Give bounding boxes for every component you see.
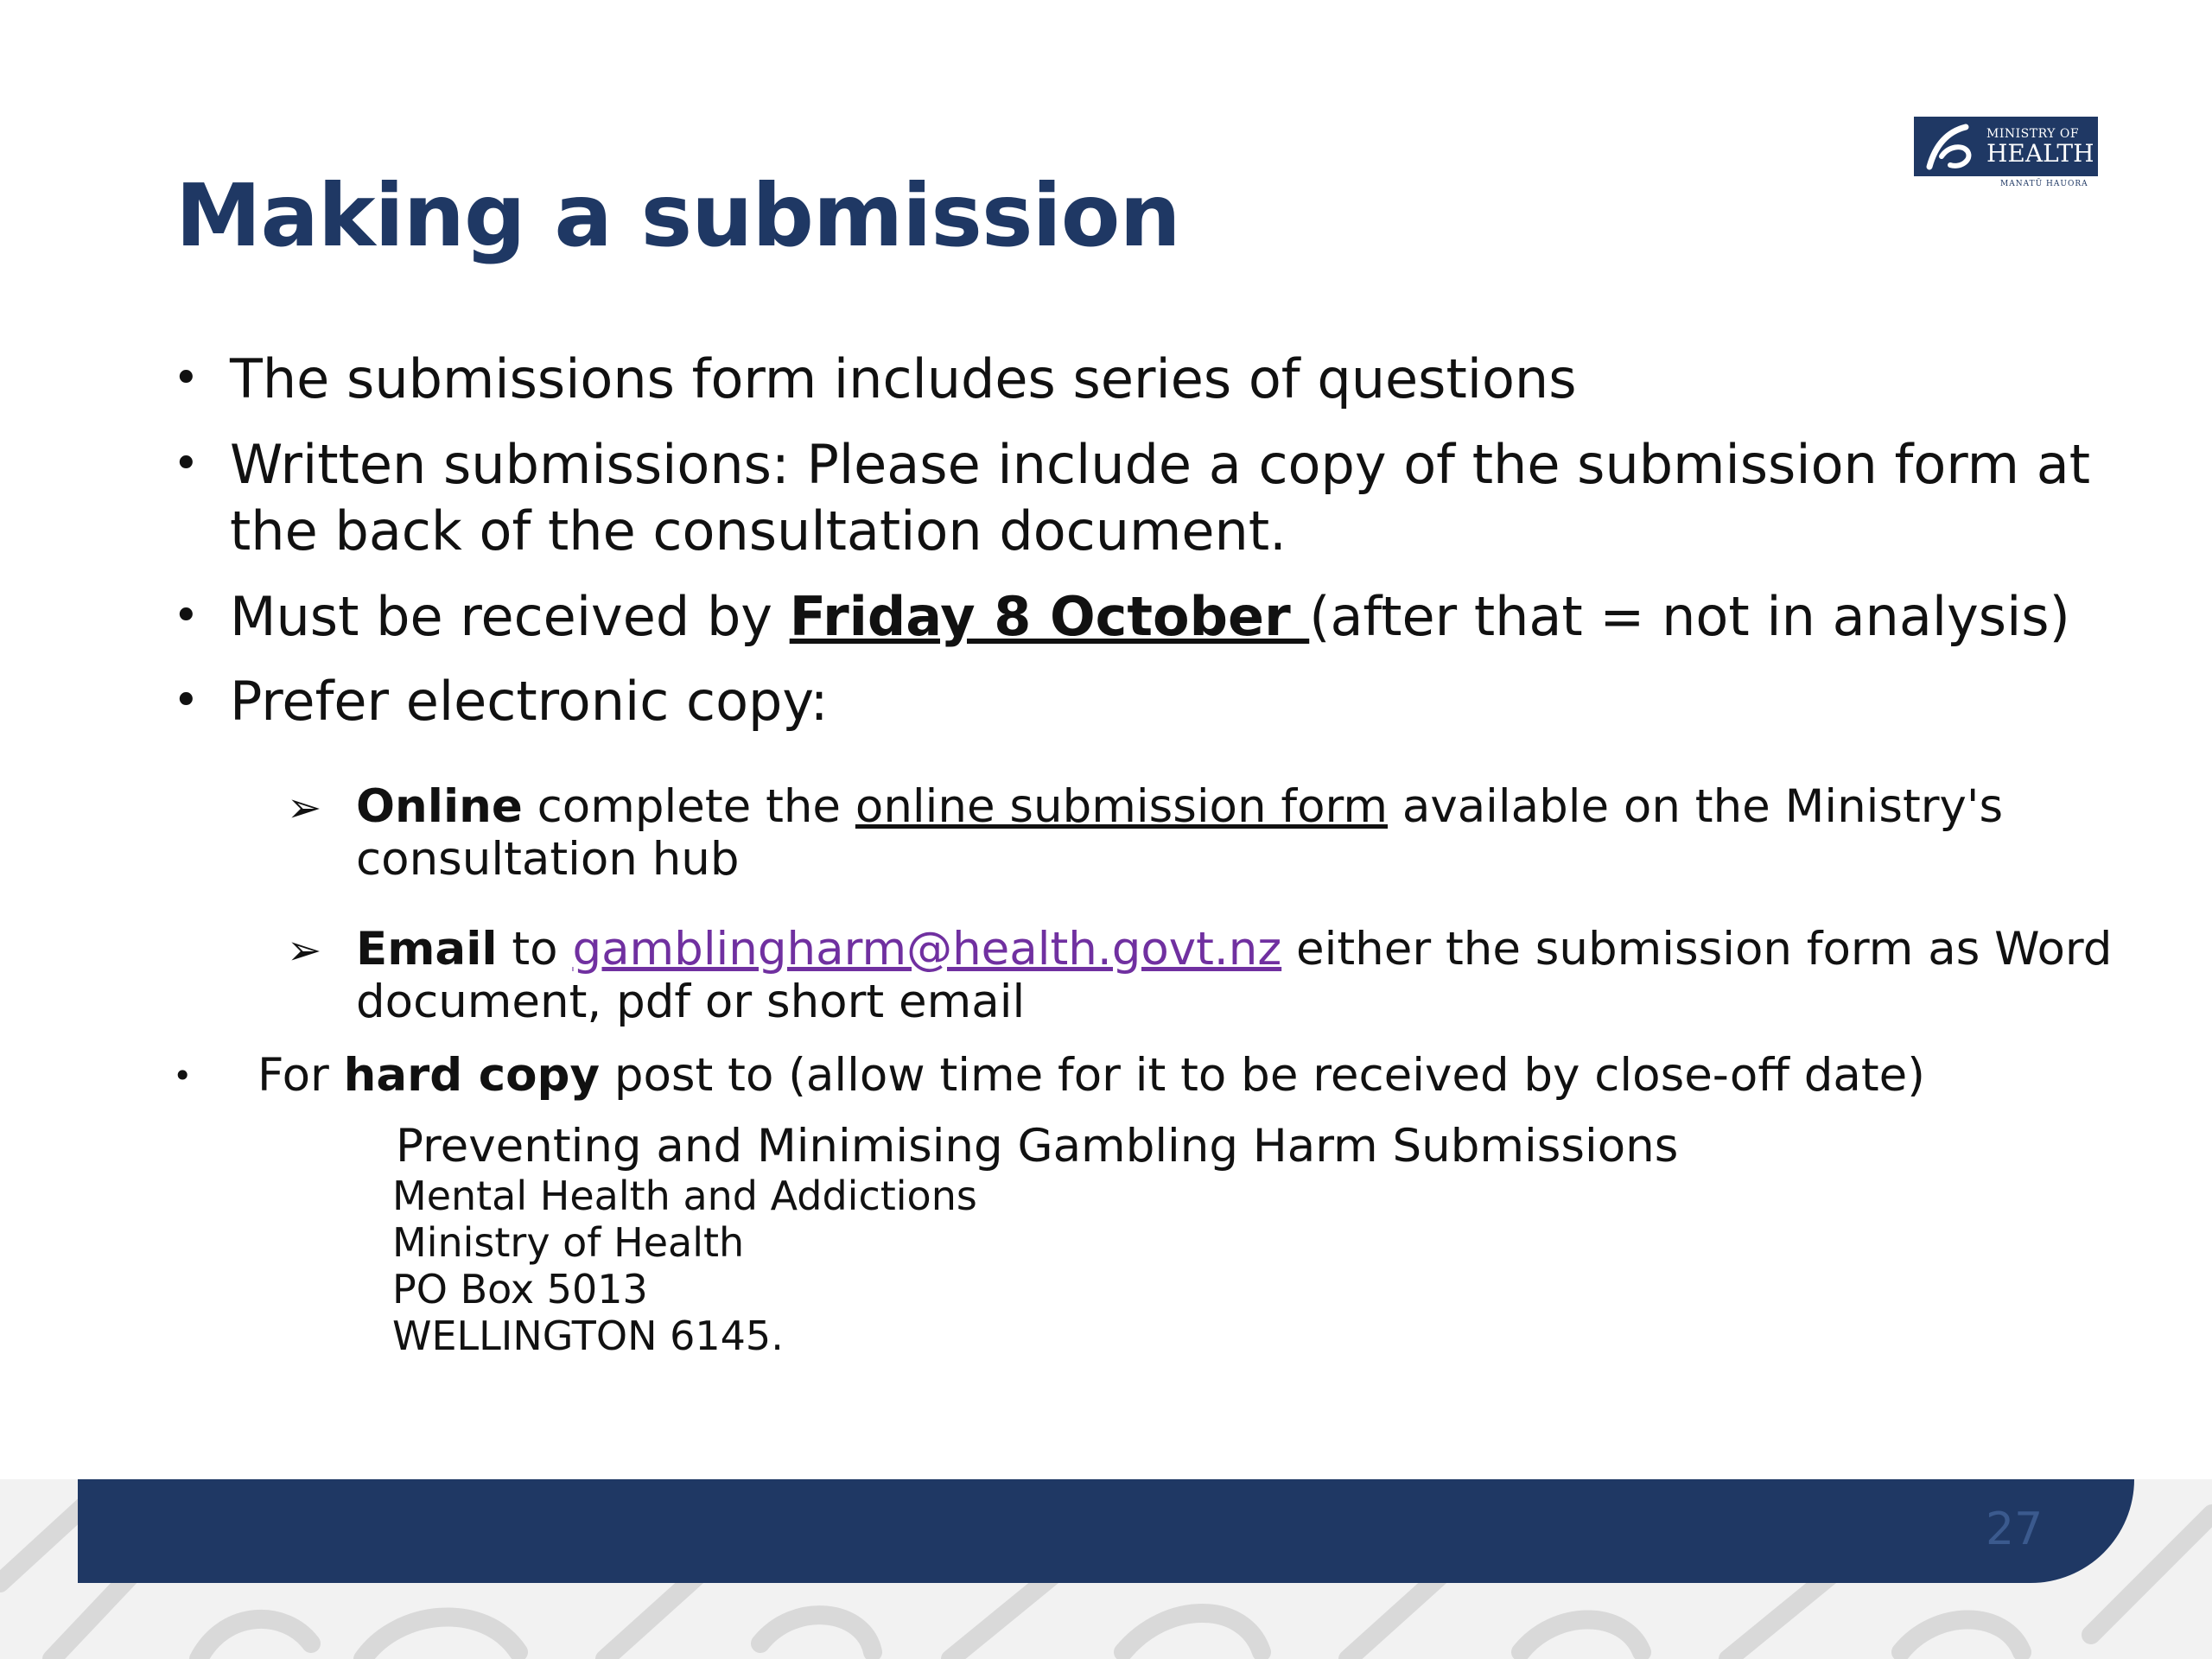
ministry-of-health-logo	[1914, 117, 2098, 194]
page-number: 27	[1986, 1503, 2044, 1555]
page-title: Making a submission	[175, 165, 1180, 266]
fern-icon	[1923, 122, 1981, 172]
bullet-text: The submissions form includes series of questions	[230, 347, 1577, 410]
address-line: Ministry of Health	[392, 1219, 745, 1266]
email-address-link[interactable]: gamblingharm@health.govt.nz	[572, 923, 1282, 976]
bullet-icon: •	[173, 590, 200, 642]
hard-copy-text	[257, 1048, 1925, 1103]
bullet-text: Written submissions: Please include a copy of the submission form at the back of the consultation document.	[230, 433, 2091, 563]
arrow-bullet-icon: ➢	[287, 926, 322, 975]
online-option	[287, 780, 2153, 886]
arrow-bullet-icon: ➢	[287, 784, 322, 832]
footer-bar	[78, 1479, 2134, 1583]
logo-line2: HEALTH	[1986, 139, 2094, 168]
bullet-text-pre: Must be received by	[230, 585, 790, 648]
logo-line1: MINISTRY OF	[1986, 127, 2080, 141]
logo-line3: MANATŪ HAUORA	[2000, 180, 2088, 188]
bullet-icon: •	[173, 353, 200, 404]
bullet-item	[173, 583, 2070, 650]
online-text-2: available on the Ministry's consultation hub	[356, 780, 2004, 886]
deadline-date: Friday 8 October	[789, 585, 1310, 648]
bullet-item	[173, 668, 828, 734]
address-title: Preventing and Minimising Gambling Harm Submissions	[396, 1120, 1679, 1173]
online-submission-form-link[interactable]: online submission form	[855, 780, 1388, 833]
bullet-item	[173, 431, 2131, 564]
bullet-icon: •	[173, 675, 200, 727]
hard-copy-post: post to (allow time for it to be received by close-off date)	[600, 1049, 1925, 1102]
address-line: PO Box 5013	[392, 1266, 648, 1313]
bullet-text-post: (after that = not in analysis)	[1309, 585, 2070, 648]
bullet-icon: •	[173, 1057, 193, 1095]
hard-copy-pre: For	[257, 1049, 344, 1102]
email-text-2: either the submission form as Word document, pdf or short email	[356, 923, 2113, 1028]
email-label: Email	[356, 923, 498, 976]
address-line: Mental Health and Addictions	[392, 1173, 977, 1219]
bullet-item	[173, 346, 1577, 412]
online-text: complete the	[522, 780, 855, 833]
address-line: WELLINGTON 6145.	[392, 1313, 784, 1359]
online-label: Online	[356, 780, 523, 833]
bullet-text: Prefer electronic copy:	[230, 670, 829, 733]
bullet-icon: •	[173, 438, 200, 490]
logo-box	[1914, 117, 2098, 176]
hard-copy-label: hard copy	[343, 1049, 601, 1102]
email-text: to	[497, 923, 573, 976]
postal-address	[392, 1173, 977, 1359]
email-option	[287, 923, 2153, 1028]
